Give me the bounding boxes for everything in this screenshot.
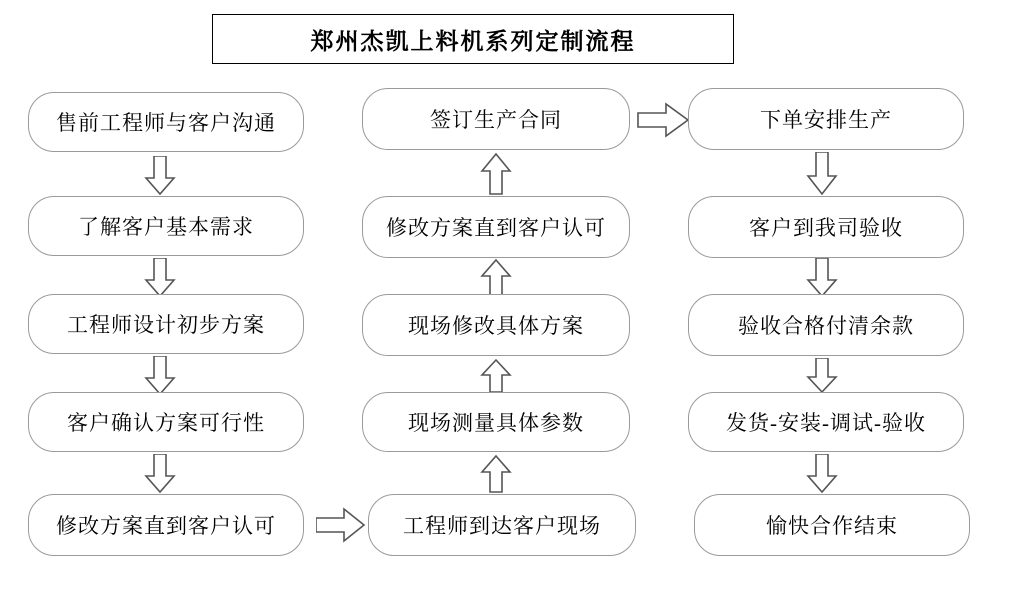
right-arrow-1	[802, 152, 842, 196]
right-arrow-4	[802, 454, 842, 494]
middle-arrow-1	[476, 152, 516, 196]
node-middle-3[interactable]	[362, 294, 630, 356]
node-left-1-label: 售前工程师与客户沟通	[56, 111, 276, 135]
right-arrow-3	[802, 358, 842, 394]
node-middle-4-label: 现场测量具体参数	[408, 411, 584, 435]
node-right-3-label: 验收合格付清余款	[738, 314, 914, 338]
diagram-title-box	[212, 14, 734, 64]
node-right-2-label: 客户到我司验收	[749, 216, 903, 240]
node-left-2[interactable]	[28, 196, 304, 256]
node-right-4-label: 发货-安装-调试-验收	[726, 411, 926, 435]
page-title: 郑州杰凯上料机系列定制流程	[310, 27, 636, 55]
node-middle-2[interactable]	[362, 196, 630, 258]
left-arrow-4	[140, 454, 180, 494]
node-middle-1-label: 签订生产合同	[430, 108, 562, 132]
node-right-1[interactable]	[688, 88, 964, 150]
node-right-5[interactable]	[694, 494, 970, 556]
node-middle-2-label: 修改方案直到客户认可	[386, 216, 606, 240]
node-left-3[interactable]	[28, 294, 304, 354]
middle-arrow-3	[476, 358, 516, 394]
right-arrow-2	[802, 258, 842, 298]
node-left-5[interactable]	[28, 494, 304, 556]
middle-arrow-2	[476, 258, 516, 298]
node-middle-5[interactable]	[368, 494, 636, 556]
left-arrow-1	[140, 156, 180, 196]
middle-arrow-4	[476, 454, 516, 494]
node-middle-5-label: 工程师到达客户现场	[403, 514, 601, 538]
middle-to-right-arrow	[636, 100, 692, 140]
left-to-middle-arrow	[316, 505, 368, 545]
node-left-4-label: 客户确认方案可行性	[67, 411, 265, 435]
node-right-2[interactable]	[688, 196, 964, 258]
node-right-5-label: 愉快合作结束	[766, 514, 898, 538]
node-left-5-label: 修改方案直到客户认可	[56, 514, 276, 538]
node-left-1[interactable]	[28, 92, 304, 152]
node-left-2-label: 了解客户基本需求	[78, 215, 254, 239]
node-middle-4[interactable]	[362, 392, 630, 452]
node-right-3[interactable]	[688, 294, 964, 356]
node-right-4[interactable]	[688, 392, 964, 452]
node-right-1-label: 下单安排生产	[760, 108, 892, 132]
node-left-4[interactable]	[28, 392, 304, 452]
node-left-3-label: 工程师设计初步方案	[67, 313, 265, 337]
node-middle-3-label: 现场修改具体方案	[408, 314, 584, 338]
left-arrow-2	[140, 258, 180, 298]
node-middle-1[interactable]	[362, 88, 630, 150]
left-arrow-3	[140, 356, 180, 396]
